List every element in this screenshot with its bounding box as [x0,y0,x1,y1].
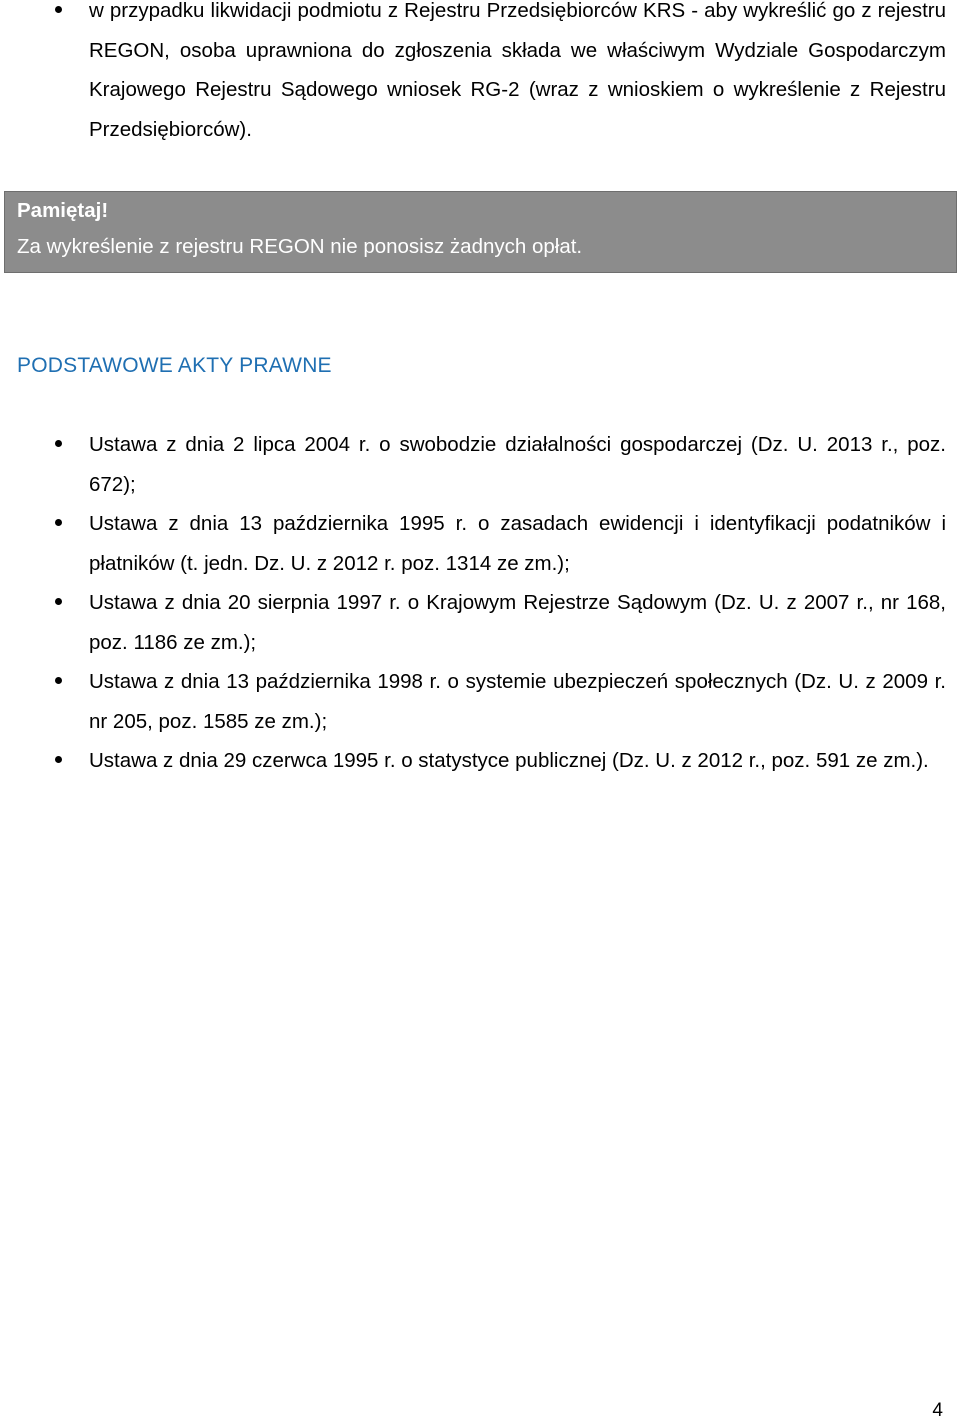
list-item-text: Ustawa z dnia 29 czerwca 1995 r. o statystyce publicznej (Dz. U. z 2012 r., poz. 591 ze zm.). [89,749,929,772]
list-item [0,662,960,741]
callout-text: Za wykreślenie z rejestru REGON nie ponosisz żadnych opłat. [17,235,583,258]
list-item [0,0,960,149]
callout-title: Pamiętaj! [17,199,109,222]
list-item [0,504,960,583]
list-item-text: Ustawa z dnia 2 lipca 2004 r. o swobodzie działalności gospodarczej (Dz. U. 2013 r., poz. 672); [89,433,946,496]
list-item [0,583,960,662]
remember-callout [4,191,957,273]
bullet-icon [55,756,62,763]
list-item-text: Ustawa z dnia 13 października 1998 r. o systemie ubezpieczeń społecznych (Dz. U. z 2009 r. nr 205, poz. 1585 ze zm.); [89,670,946,733]
bullet-icon [55,6,62,13]
list-item [0,425,960,504]
legal-acts-list [0,425,960,781]
bullet-icon [55,598,62,605]
list-item-text: Ustawa z dnia 13 października 1995 r. o zasadach ewidencji i identyfikacji podatników i płatników (t. jedn. Dz. U. z 2012 r. poz. 1314 ze zm.); [89,512,946,575]
list-item [0,741,960,781]
bullet-icon [55,440,62,447]
list-item-text: w przypadku likwidacji podmiotu z Rejestru Przedsiębiorców KRS - aby wykreślić go z rejestru REGON, osoba uprawniona do zgłoszenia składa we właściwym Wydziale Gospodarczym Krajowego Rejestru Sądowego wniosek RG-2 (wraz z wnioskiem o wykreślenie z Rejestru Przedsiębiorców). [89,0,946,141]
legal-acts-heading: PODSTAWOWE AKTY PRAWNE [17,354,332,377]
page-number: 4 [932,1400,943,1421]
bullet-icon [55,519,62,526]
bullet-icon [55,677,62,684]
list-item-text: Ustawa z dnia 20 sierpnia 1997 r. o Krajowym Rejestrze Sądowym (Dz. U. z 2007 r., nr 168, poz. 1186 ze zm.); [89,591,946,654]
